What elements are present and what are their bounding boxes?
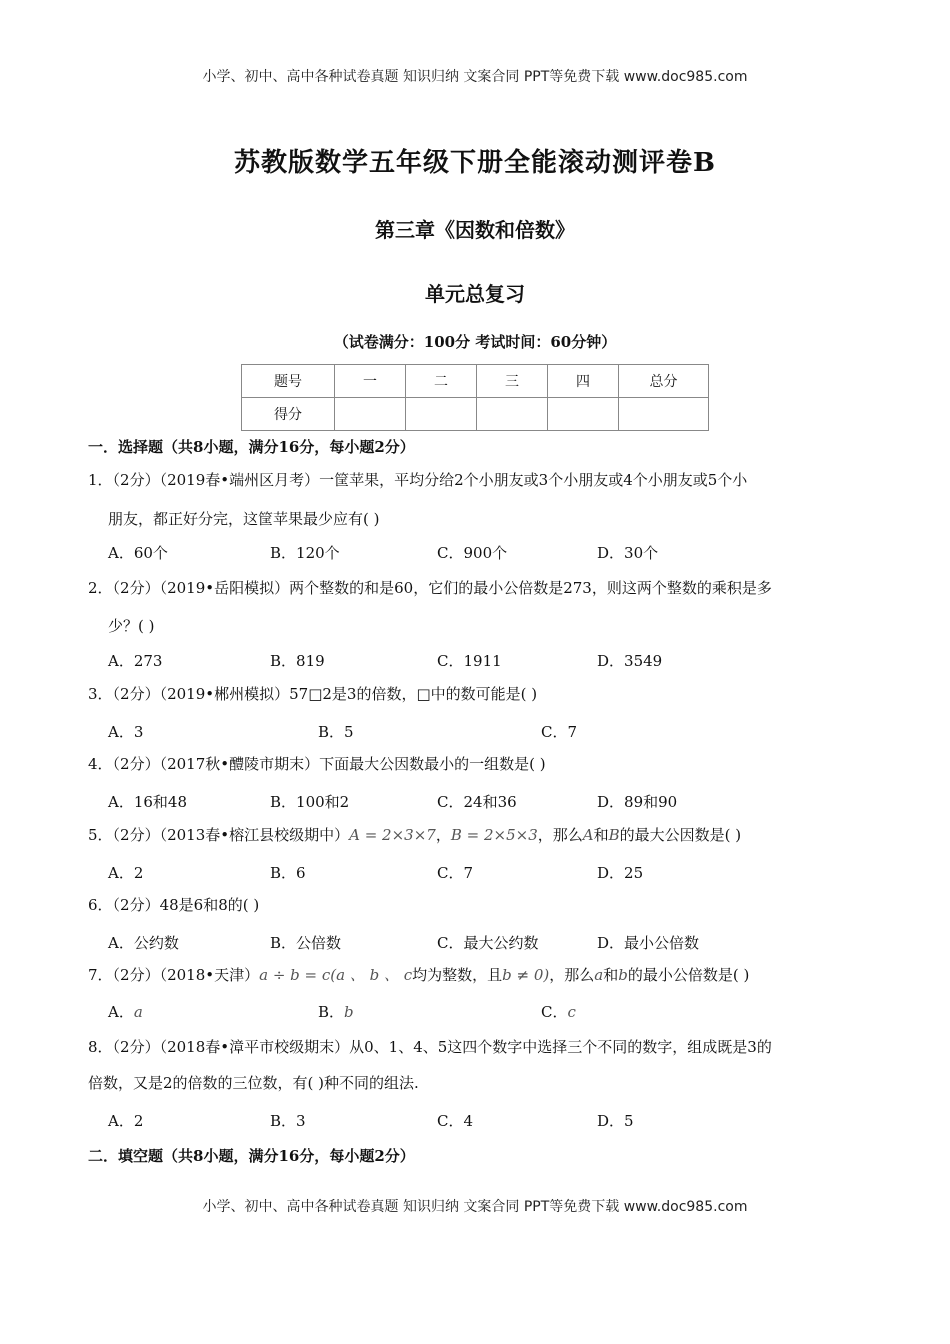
question-1-option-a[interactable]: A．60个: [108, 544, 168, 562]
score-input-cell[interactable]: [335, 398, 406, 431]
question-7-option-c-value: c: [567, 1003, 576, 1021]
question-1-option-c[interactable]: C．900个: [437, 544, 508, 562]
score-header-cell: 三: [477, 365, 548, 398]
question-7-option-b-value: b: [344, 1003, 354, 1021]
question-2-option-c[interactable]: C．1911: [437, 652, 502, 670]
question-7-option-b[interactable]: [318, 1001, 354, 1022]
question-4-option-b[interactable]: B．100和2: [270, 793, 350, 811]
question-7-option-a-label: A．: [108, 1003, 134, 1021]
question-3-option-c[interactable]: C．7: [541, 723, 578, 741]
question-8-option-b[interactable]: B．3: [270, 1112, 306, 1130]
page-footer: 小学、初中、高中各种试卷真题 知识归纳 文案合同 PPT等免费下载 www.doc985.com: [202, 1199, 748, 1215]
question-7-option-b-label: B．: [318, 1003, 345, 1021]
question-5-var-b: B: [608, 826, 620, 844]
exam-info: （试卷满分：100分 考试时间：60分钟）: [333, 333, 617, 351]
question-8: 8．（2分）（2018春•漳平市校级期末）从0、1、4、5这四个数字中选择三个不同的数字，组成既是3的: [88, 1038, 772, 1056]
score-row-label: 得分: [242, 398, 335, 431]
question-2: 2．（2分）（2019•岳阳模拟）两个整数的和是60，它们的最小公倍数是273，则这两个整数的乘积是多: [88, 579, 772, 597]
question-1-option-b[interactable]: B．120个: [270, 544, 340, 562]
question-5-option-b[interactable]: B．6: [270, 864, 306, 882]
question-8-option-a[interactable]: A．2: [108, 1112, 144, 1130]
question-5-and: 和: [593, 826, 609, 844]
question-8-option-c[interactable]: C．4: [437, 1112, 474, 1130]
question-5-sep: ，: [435, 826, 451, 844]
question-3-option-a[interactable]: A．3: [108, 723, 144, 741]
question-7-var-b: b: [618, 966, 628, 984]
question-6-option-a[interactable]: A．公约数: [108, 934, 179, 952]
question-7-prefix: 7．（2分）（2018•天津）: [88, 966, 260, 984]
question-4-option-d[interactable]: D．89和90: [597, 793, 678, 811]
score-input-cell[interactable]: [548, 398, 619, 431]
score-header-cell: 二: [406, 365, 477, 398]
question-2-option-b[interactable]: B．819: [270, 652, 325, 670]
score-header-cell: 总分: [619, 365, 709, 398]
unit-subtitle: 单元总复习: [425, 282, 525, 306]
score-input-cell[interactable]: [619, 398, 709, 431]
question-5-mid: ，那么: [537, 826, 583, 844]
question-1-option-d[interactable]: D．30个: [597, 544, 659, 562]
question-7-expr: a ÷ b = c(a 、 b 、 c: [259, 966, 413, 984]
question-2-cont: 少？( ): [108, 617, 155, 635]
score-header-cell: 题号: [242, 365, 335, 398]
score-table-header-row: [242, 365, 709, 398]
question-8-option-d[interactable]: D．5: [597, 1112, 634, 1130]
question-7-option-a[interactable]: [108, 1001, 143, 1022]
exam-title: 苏教版数学五年级下册全能滚动测评卷B: [234, 148, 716, 178]
section-heading-choice: 一．选择题（共8小题，满分16分，每小题2分）: [88, 438, 415, 456]
question-4-option-c[interactable]: C．24和36: [437, 793, 517, 811]
question-7-option-c-label: C．: [541, 1003, 568, 1021]
question-8-cont: 倍数，又是2的倍数的三位数，有( )种不同的组法.: [88, 1074, 419, 1092]
section-heading-fill: 二．填空题（共8小题，满分16分，每小题2分）: [88, 1147, 415, 1165]
question-5-option-d[interactable]: D．25: [597, 864, 644, 882]
question-2-option-d[interactable]: D．3549: [597, 652, 663, 670]
question-5-option-c[interactable]: C．7: [437, 864, 474, 882]
score-header-cell: 一: [335, 365, 406, 398]
question-6-option-d[interactable]: D．最小公倍数: [597, 934, 700, 952]
question-5-var-a: A: [582, 826, 594, 844]
question-4-option-a[interactable]: A．16和48: [108, 793, 188, 811]
question-6-option-c[interactable]: C．最大公约数: [437, 934, 539, 952]
question-5-suffix: 的最大公因数是( ): [619, 826, 742, 844]
question-1-cont: 朋友，都正好分完，这筐苹果最少应有( ): [108, 510, 380, 528]
question-7-suffix: 的最小公倍数是( ): [627, 966, 750, 984]
question-5-option-a[interactable]: A．2: [108, 864, 144, 882]
question-7-option-a-value: a: [133, 1003, 143, 1021]
question-5-expr-a: A = 2×3×7: [349, 826, 436, 844]
question-7-mid: 均为整数，且: [412, 966, 503, 984]
question-5: [88, 817, 868, 853]
question-6: 6．（2分）48是6和8的( ): [88, 896, 260, 914]
score-table-score-row: [242, 398, 709, 431]
chapter-title: 第三章《因数和倍数》: [375, 218, 575, 242]
question-7-and: 和: [603, 966, 619, 984]
question-4: 4．（2分）（2017秋•醴陵市期末）下面最大公因数最小的一组数是( ): [88, 755, 546, 773]
question-3: 3．（2分）（2019•郴州模拟）57□2是3的倍数，□中的数可能是( ): [88, 685, 538, 703]
score-header-cell: 四: [548, 365, 619, 398]
question-7-cond: b ≠ 0): [502, 966, 550, 984]
question-2-option-a[interactable]: A．273: [108, 652, 163, 670]
page-header: 小学、初中、高中各种试卷真题 知识归纳 文案合同 PPT等免费下载 www.doc985.com: [202, 69, 748, 85]
score-input-cell[interactable]: [477, 398, 548, 431]
question-7: [88, 957, 868, 993]
question-5-prefix: 5．（2分）（2013春•榕江县校级期中）: [88, 826, 350, 844]
score-table: [241, 364, 709, 431]
question-6-option-b[interactable]: B．公倍数: [270, 934, 342, 952]
question-1: 1．（2分）（2019春•端州区月考）一筐苹果，平均分给2个小朋友或3个小朋友或4个小朋友或5个小: [88, 471, 748, 489]
question-3-option-b[interactable]: B．5: [318, 723, 354, 741]
score-input-cell[interactable]: [406, 398, 477, 431]
question-7-var-a: a: [594, 966, 604, 984]
question-5-expr-b: B = 2×5×3: [450, 826, 538, 844]
question-7-option-c[interactable]: [541, 1001, 576, 1022]
question-7-mid2: ，那么: [549, 966, 595, 984]
